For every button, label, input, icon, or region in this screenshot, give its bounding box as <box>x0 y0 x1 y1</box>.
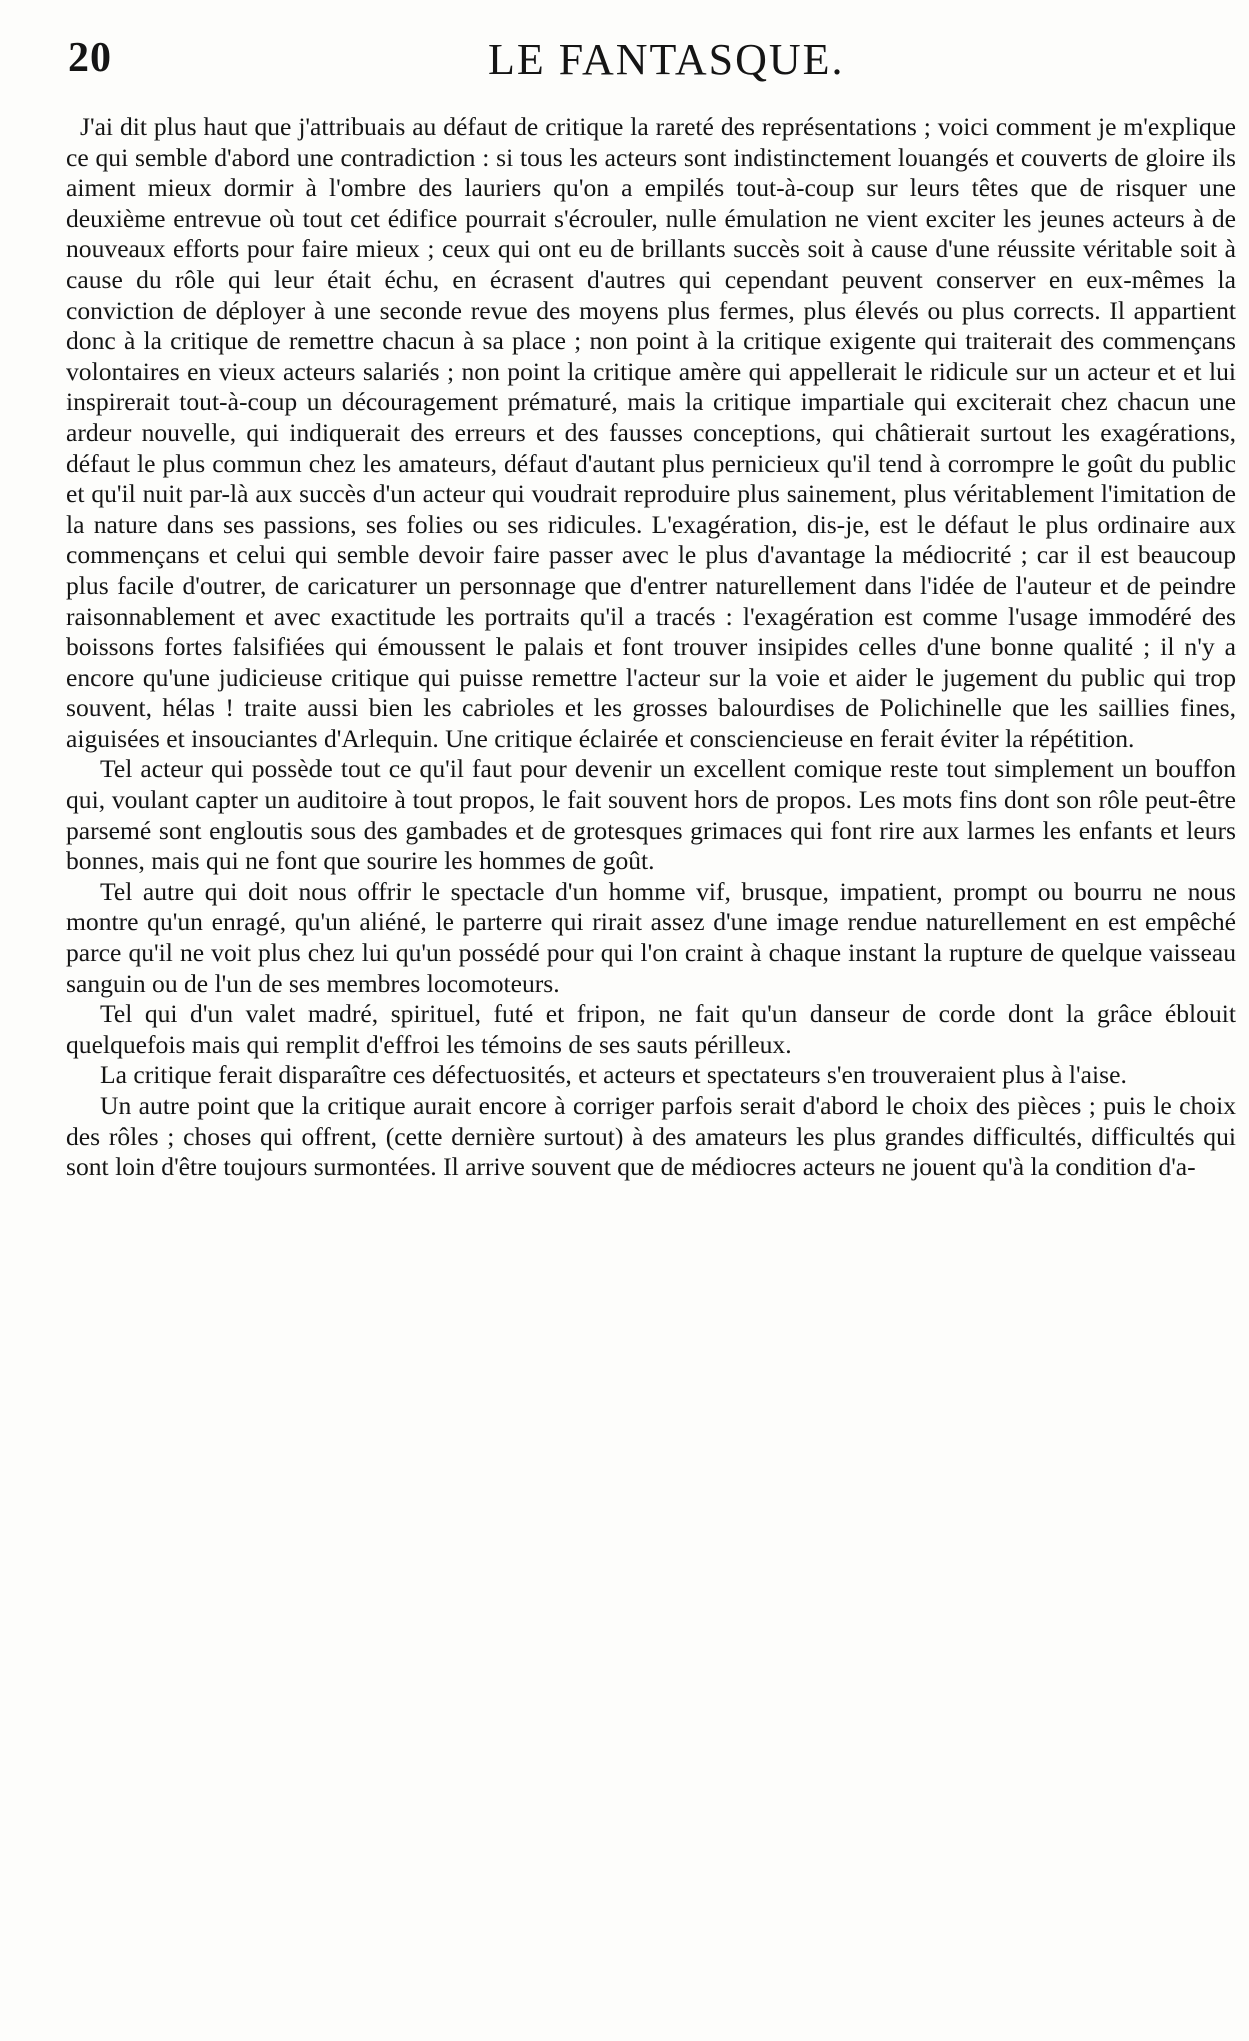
paragraph: J'ai dit plus haut que j'attribuais au défaut de critique la rareté des représentations ; voici comment je m'explique ce qui semble d'abord une contradiction : si tous les acteurs sont indistinctement louangés et couverts de gloire ils aiment mieux dormir à l'ombre des lauriers qu'on a empilés tout-à-coup sur leurs têtes que de risquer une deuxième entrevue où tout cet édifice pourrait s'écrouler, nulle émulation ne vient exciter les jeunes acteurs à de nouveaux efforts pour faire mieux ; ceux qui ont eu de brillants succès soit à cause d'une réussite véritable soit à cause du rôle qui leur était échu, en écrasent d'autres qui cependant peuvent conserver en eux-mêmes la conviction de déployer à une seconde revue des moyens plus fermes, plus élevés ou plus corrects. Il appartient donc à la critique de remettre chacun à sa place ; non point à la critique exigente qui traiterait des commençans volontaires en vieux acteurs salariés ; non point la critique amère qui appellerait le ridicule sur un acteur et et lui inspirerait tout-à-coup un découragement prématuré, mais la critique impartiale qui exciterait chez chacun une ardeur nouvelle, qui indiquerait des erreurs et des fausses conceptions, qui châtierait surtout les exagérations, défaut le plus commun chez les amateurs, défaut d'autant plus pernicieux qu'il tend à corrompre le goût du public et qu'il nuit par-là aux succès d'un acteur qui voudrait reproduire plus sainement, plus véritablement l'imitation de la nature dans ses passions, ses folies ou ses ridicules. L'exagération, dis-je, est le défaut le plus ordinaire aux commençans et celui qui semble devoir faire passer avec le plus d'avantage la médiocrité ; car il est beaucoup plus facile d'outrer, de caricaturer un personnage que d'entrer naturellement dans l'idée de l'auteur et de peindre raisonnablement et avec exactitude les portraits qu'il a tracés : l'exagération est comme l'usage immodéré des boissons fortes falsifiées qui émoussent le palais et font trouver insipides celles d'une bonne qualité ; il n'y a encore qu'une judicieuse critique qui puisse remettre l'acteur sur la voie et aider le jugement du public qui trop souvent, hélas ! traite aussi bien les cabrioles et les grosses balourdises de Polichinelle que les saillies fines, aiguisées et insouciantes d'Arlequin. Une critique éclairée et consciencieuse en ferait éviter la répétition. <box>66 112 1236 753</box>
page-number: 20 <box>68 35 112 81</box>
paragraph: Tel acteur qui possède tout ce qu'il faut pour devenir un excellent comique reste tout simplement un bouffon qui, voulant capter un auditoire à tout propos, le fait souvent hors de propos. Les mots fins dont son rôle peut-être parsemé sont engloutis sous des gambades et de grotesques grimaces qui font rire aux larmes les enfants et leurs bonnes, mais qui ne font que sourire les hommes de goût. <box>66 754 1236 876</box>
page-header <box>68 30 1238 90</box>
page-title: LE FANTASQUE. <box>488 35 845 84</box>
paragraph: Tel autre qui doit nous offrir le spectacle d'un homme vif, brusque, impatient, prompt ou bourru ne nous montre qu'un enragé, qu'un aliéné, le parterre qui rirait assez d'une image rendue naturellement en est empêché parce qu'il ne voit plus chez lui qu'un possédé pour qui l'on craint à chaque instant la rupture de quelque vaisseau sanguin ou de l'un de ses membres locomoteurs. <box>66 876 1236 998</box>
paragraph: La critique ferait disparaître ces défectuosités, et acteurs et spectateurs s'en trouveraient plus à l'aise. <box>100 1060 1127 1090</box>
article-body <box>66 112 1236 1992</box>
paragraph: Tel qui d'un valet madré, spirituel, futé et fripon, ne fait qu'un danseur de corde dont la grâce éblouit quelquefois mais qui remplit d'effroi les témoins de ses sauts périlleux. <box>66 999 1236 1059</box>
paragraph: Un autre point que la critique aurait encore à corriger parfois serait d'abord le choix des pièces ; puis le choix des rôles ; choses qui offrent, (cette dernière surtout) à des amateurs les plus grandes difficultés, difficultés qui sont loin d'être toujours surmontées. Il arrive souvent que de médiocres acteurs ne jouent qu'à la condition d'a- <box>66 1091 1236 1182</box>
